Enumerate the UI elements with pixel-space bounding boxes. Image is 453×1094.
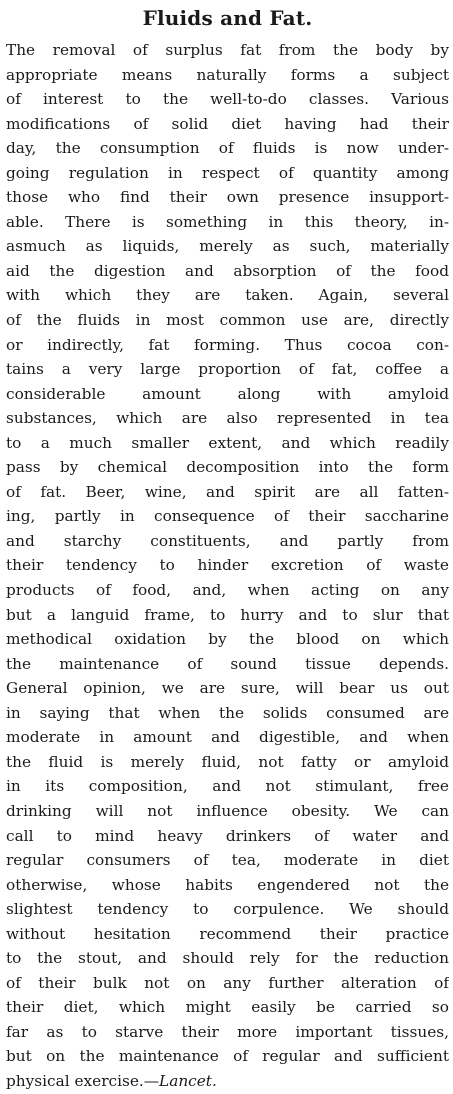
article-line: General opinion, we are sure, will bear us out (6, 679, 449, 698)
article-line: call to mind heavy drinkers of water and (6, 826, 449, 845)
article-line: regular consumers of tea, moderate in diet (6, 851, 449, 870)
article-line: pass by chemical decomposition into the form (6, 458, 449, 477)
article-line: methodical oxidation by the blood on which (6, 630, 449, 649)
article-line: their diet, which might easily be carried so (6, 998, 449, 1017)
article-line: The removal of surplus fat from the body by (6, 41, 449, 59)
article-line: the maintenance of sound tissue depends. (6, 654, 449, 673)
article-line: moderate in amount and digestible, and when (6, 728, 449, 747)
article-line: day, the consumption of fluids is now under- (6, 139, 449, 158)
article-line: to a much smaller extent, and which readily (6, 433, 449, 452)
article-line: but on the maintenance of regular and sufficient (6, 1047, 449, 1066)
article-line: in saying that when the solids consumed are (6, 703, 449, 722)
article-line: and starchy constituents, and partly from (6, 531, 449, 550)
article-line: considerable amount along with amyloid (6, 384, 449, 403)
article-line: their tendency to hinder excretion of waste (6, 556, 449, 575)
article-line (6, 1069, 449, 1094)
article-line: with which they are taken. Again, several (6, 286, 449, 305)
article-line: the fluid is merely fluid, not fatty or amyloid (6, 752, 449, 771)
article-line: able. There is something in this theory, in- (6, 212, 449, 231)
article-line: modifications of solid diet having had their (6, 114, 449, 133)
article-line: asmuch as liquids, merely as such, materially (6, 237, 449, 256)
article-line: tains a very large proportion of fat, coffee a (6, 360, 449, 379)
article-line: of fat. Beer, wine, and spirit are all fatten- (6, 482, 449, 501)
article-line: of their bulk not on any further alteration of (6, 973, 449, 992)
article-line: those who find their own presence insupport- (6, 188, 449, 207)
article-body (6, 38, 449, 1094)
article-line: aid the digestion and absorption of the food (6, 261, 449, 280)
article-line: going regulation in respect of quantity among (6, 163, 449, 182)
article-line: far as to starve their more important tissues, (6, 1022, 449, 1041)
article-line: substances, which are also represented in tea (6, 409, 449, 428)
article-line: products of food, and, when acting on any (6, 581, 449, 600)
article-line: to the stout, and should rely for the reduction (6, 949, 449, 968)
article-source: Lancet. (159, 1071, 217, 1090)
article-line: of the fluids in most common use are, directly (6, 311, 449, 330)
article-line: drinking will not influence obesity. We can (6, 801, 449, 820)
article-line-text: physical exercise.— (6, 1071, 160, 1090)
article-line: slightest tendency to corpulence. We should (6, 900, 449, 919)
article-line: of interest to the well-to-do classes. Various (6, 90, 449, 109)
article-line: appropriate means naturally forms a subject (6, 65, 449, 84)
article-title: Fluids and Fat. (142, 6, 313, 30)
article-line: in its composition, and not stimulant, free (6, 777, 449, 796)
article-line: without hesitation recommend their practice (6, 924, 449, 943)
article-line: but a languid frame, to hurry and to slur that (6, 605, 449, 624)
article-line: otherwise, whose habits engendered not the (6, 875, 449, 894)
article-line: or indirectly, fat forming. Thus cocoa con- (6, 335, 449, 354)
article-line: ing, partly in consequence of their saccharine (6, 507, 449, 526)
